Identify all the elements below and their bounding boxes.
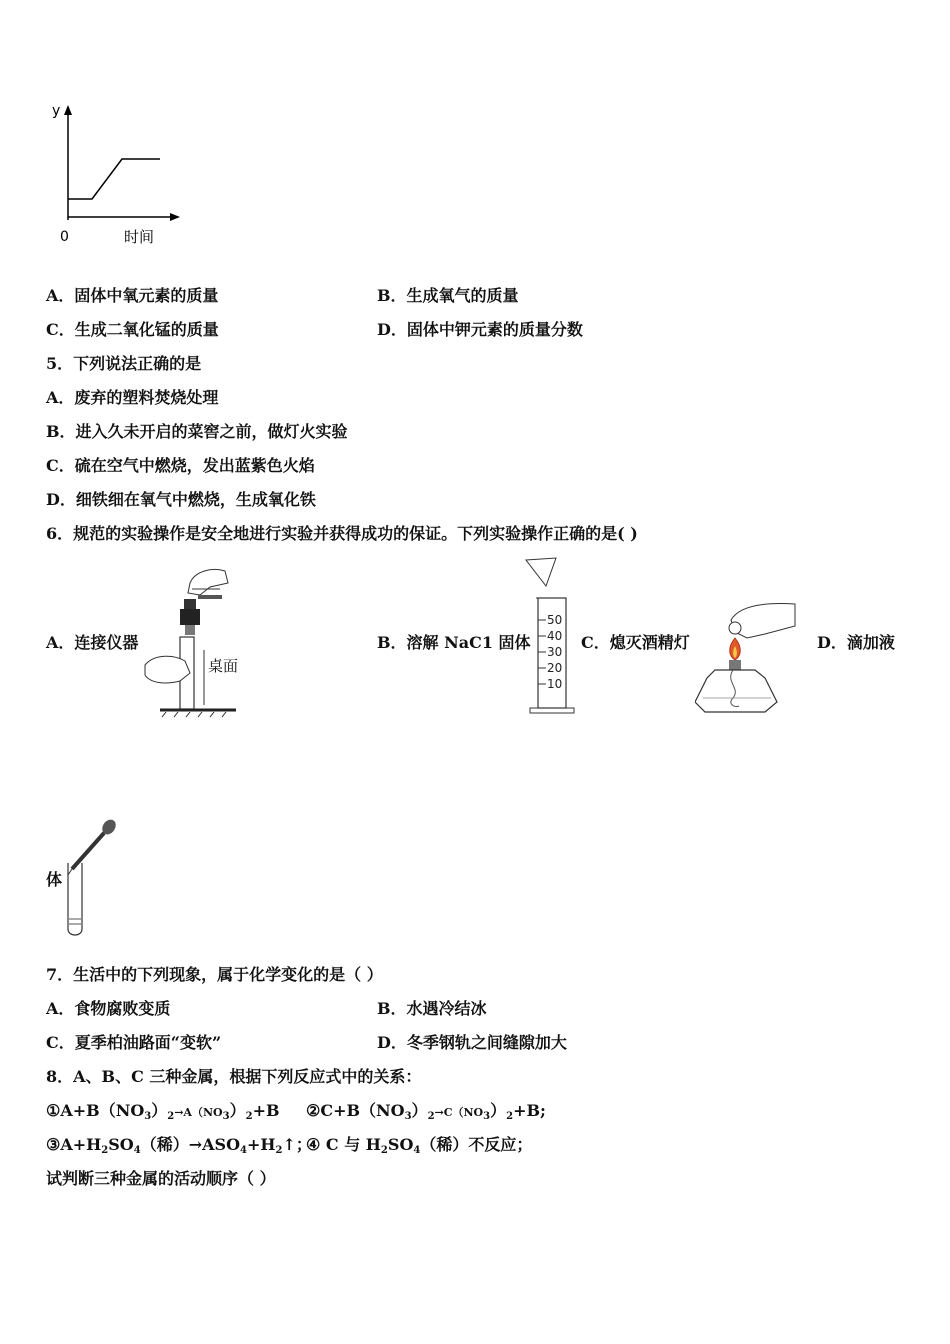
reaction-4: ④ C 与 $H_2SO_4$（稀）不反应； (306, 1135, 533, 1156)
q4-option-a: A．固体中氧元素的质量 (46, 286, 219, 305)
x-axis-label: 时间 (124, 228, 155, 246)
q5-stem: 5．下列说法正确的是 (46, 354, 202, 373)
desk-label: 桌面 (208, 657, 239, 675)
q5-option-a: A．废弃的塑料焚烧处理 (46, 388, 219, 407)
origin-label: 0 (60, 229, 69, 245)
tick-label: 50 (547, 613, 563, 627)
q6-option-d: D．滴加液 (817, 633, 895, 652)
y-axis-label: y (52, 103, 61, 119)
q7-option-d: D．冬季钢轨之间缝隙加大 (377, 1033, 567, 1052)
q7-option-b: B．水遇冷结冰 (377, 999, 487, 1018)
connect-apparatus-image (140, 565, 250, 720)
reaction-2: $②C+B(NO_3)_2\to C(NO_3)_2+B$; (306, 1101, 546, 1122)
q4-option-c: C．生成二氧化锰的质量 (46, 320, 219, 339)
q7-stem: 7．生活中的下列现象，属于化学变化的是（ ） (46, 965, 383, 984)
q5-option-b: B．进入久未开启的菜窖之前，做灯火实验 (46, 422, 348, 441)
q4-option-d: D．固体中钾元素的质量分数 (377, 320, 583, 339)
alcohol-lamp-image (695, 598, 800, 718)
line-graph (40, 95, 200, 255)
q6-stem: 6．规范的实验操作是安全地进行实验并获得成功的保证。下列实验操作正确的是( ) (46, 524, 638, 543)
q6-option-d-continued: 体 (46, 870, 63, 889)
q6-option-c: C．熄灭酒精灯 (581, 633, 690, 652)
q8-stem: 8．A、B、C 三种金属，根据下列反应式中的关系： (46, 1067, 422, 1086)
dropper-image (60, 815, 125, 940)
q4-option-b: B．生成氧气的质量 (377, 286, 519, 305)
q5-option-c: C．硫在空气中燃烧，发出蓝紫色火焰 (46, 456, 315, 475)
graph-curve (68, 159, 160, 199)
tick-label: 20 (547, 661, 563, 675)
q7-option-c: C．夏季柏油路面“变软” (46, 1033, 222, 1052)
q6-option-a: A．连接仪器 (46, 633, 139, 652)
reaction-1: $①A+B(NO_3)_2\to A(NO_3)_2+B$ (46, 1101, 280, 1122)
q8-question: 试判断三种金属的活动顺序（ ） (46, 1169, 276, 1188)
tick-label: 10 (547, 677, 563, 691)
q7-option-a: A．食物腐败变质 (46, 999, 171, 1018)
q5-option-d: D．细铁细在氧气中燃烧，生成氧化铁 (46, 490, 316, 509)
reaction-3: $③A+H_2SO_4$（稀）$\to ASO_4+H_2↑$； (46, 1135, 312, 1156)
q6-option-b: B．溶解 NaC1 固体 (377, 633, 531, 652)
tick-label: 30 (547, 645, 563, 659)
graduated-cylinder-image (522, 556, 582, 716)
tick-label: 40 (547, 629, 563, 643)
